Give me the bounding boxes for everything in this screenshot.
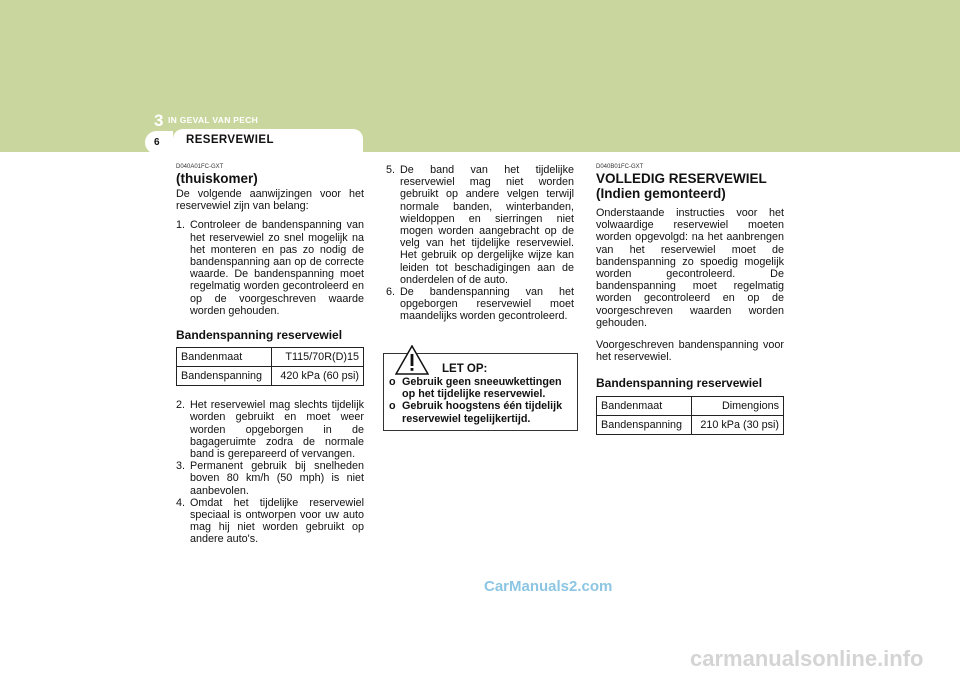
tire-pressure-table [596, 396, 784, 435]
warning-list [389, 376, 574, 425]
table-row [177, 367, 364, 386]
table-row [597, 396, 784, 415]
warning-triangle-icon [395, 345, 429, 375]
page-number: 6 [154, 137, 160, 148]
section-heading: (thuiskomer) [176, 171, 258, 186]
header-band [0, 0, 960, 152]
paragraph: Onderstaande instructies voor het volwaardige reservewiel moeten worden opgevolgd: na het aanbrengen van het reservewiel moet de bandenspanning zo spoedig mogelijk worden gecontroleerd. De bandenspanning moet regelmatig worden gecontroleerd en op de voorgeschreven waarden worden gehouden. [596, 207, 784, 329]
section-code: D040A01FC-GXT [176, 164, 224, 170]
right-column [596, 164, 784, 435]
table-row [597, 415, 784, 434]
tire-pressure-table [176, 347, 364, 386]
subheading: Bandenspanning reservewiel [176, 328, 343, 343]
chapter-title: IN GEVAL VAN PECH [168, 115, 259, 125]
table-cell: Bandenspanning [177, 367, 272, 386]
chapter-number: 3 [154, 111, 164, 130]
section-title: RESERVEWIEL [186, 134, 274, 146]
list-item: 3. Permanent gebruik bij snelheden boven 80 km/h (50 mph) is niet aanbevolen. [176, 460, 364, 497]
watermark-text: carmanualsonline.info [690, 646, 924, 671]
table-row [177, 348, 364, 367]
list-item: 6. De bandenspanning van het opgeborgen reservewiel moet maandelijks worden gecontroleerd. [386, 286, 574, 323]
table-cell: 420 kPa (60 psi) [271, 367, 363, 386]
warning-title: LET OP: [442, 363, 488, 375]
warning-box [383, 353, 578, 431]
list-item: 4. Omdat het tijdelijke reservewiel speciaal is ontworpen voor uw auto mag hij niet worden gebruikt op andere auto's. [176, 496, 364, 546]
section-code: D040B01FC-GXT [596, 164, 644, 170]
list-item: o Gebruik geen sneeuwkettingen op het tijdelijke reservewiel. [389, 376, 562, 401]
list-item: 2. Het reservewiel mag slechts tijdelijk worden gebruikt en moet weer worden opgeborgen in de bagageruimte zodra de normale band is gerepareerd of vervangen. [176, 399, 364, 461]
table-cell: Bandenmaat [597, 396, 692, 415]
table-cell: Dimengions [691, 396, 783, 415]
table-cell: T115/70R(D)15 [271, 348, 363, 367]
paragraph: Voorgeschreven bandenspanning voor het reservewiel. [596, 339, 784, 364]
watermark-link[interactable]: CarManuals2.com [484, 578, 613, 595]
section-heading: VOLLEDIG RESERVEWIEL (Indien gemonteerd) [596, 171, 767, 201]
instruction-list [386, 164, 574, 323]
table-cell: Bandenmaat [177, 348, 272, 367]
intro-paragraph: De volgende aanwijzingen voor het reservewiel zijn van belang: [176, 188, 364, 213]
subheading: Bandenspanning reservewiel [596, 376, 763, 391]
table-cell: 210 kPa (30 psi) [691, 415, 783, 434]
left-column [176, 164, 364, 546]
list-item: 1. Controleer de bandenspanning van het reservewiel zo snel mogelijk na het monteren en pas zo nodig de bandenspanning aan op de correcte waarde. De bandenspanning moet regelmatig worden gecontroleerd en op de voorgeschreven waarde worden gehouden. [176, 219, 364, 317]
list-item: 5. De band van het tijdelijke reservewiel mag niet worden gebruikt op andere velgen terwijl normale banden, winterbanden, wieldoppen en sierringen niet mogen worden aangebracht op de velg van het tijdelijke reservewiel. Het gebruik op dergelijke wijze kan leiden tot beschadigingen aan de onderdelen of de auto. [386, 164, 574, 286]
instruction-list [176, 219, 364, 317]
middle-column [386, 164, 574, 323]
table-cell: Bandenspanning [597, 415, 692, 434]
instruction-list [176, 399, 364, 545]
list-item: o Gebruik hoogstens één tijdelijk reservewiel tegelijkertijd. [389, 400, 563, 425]
